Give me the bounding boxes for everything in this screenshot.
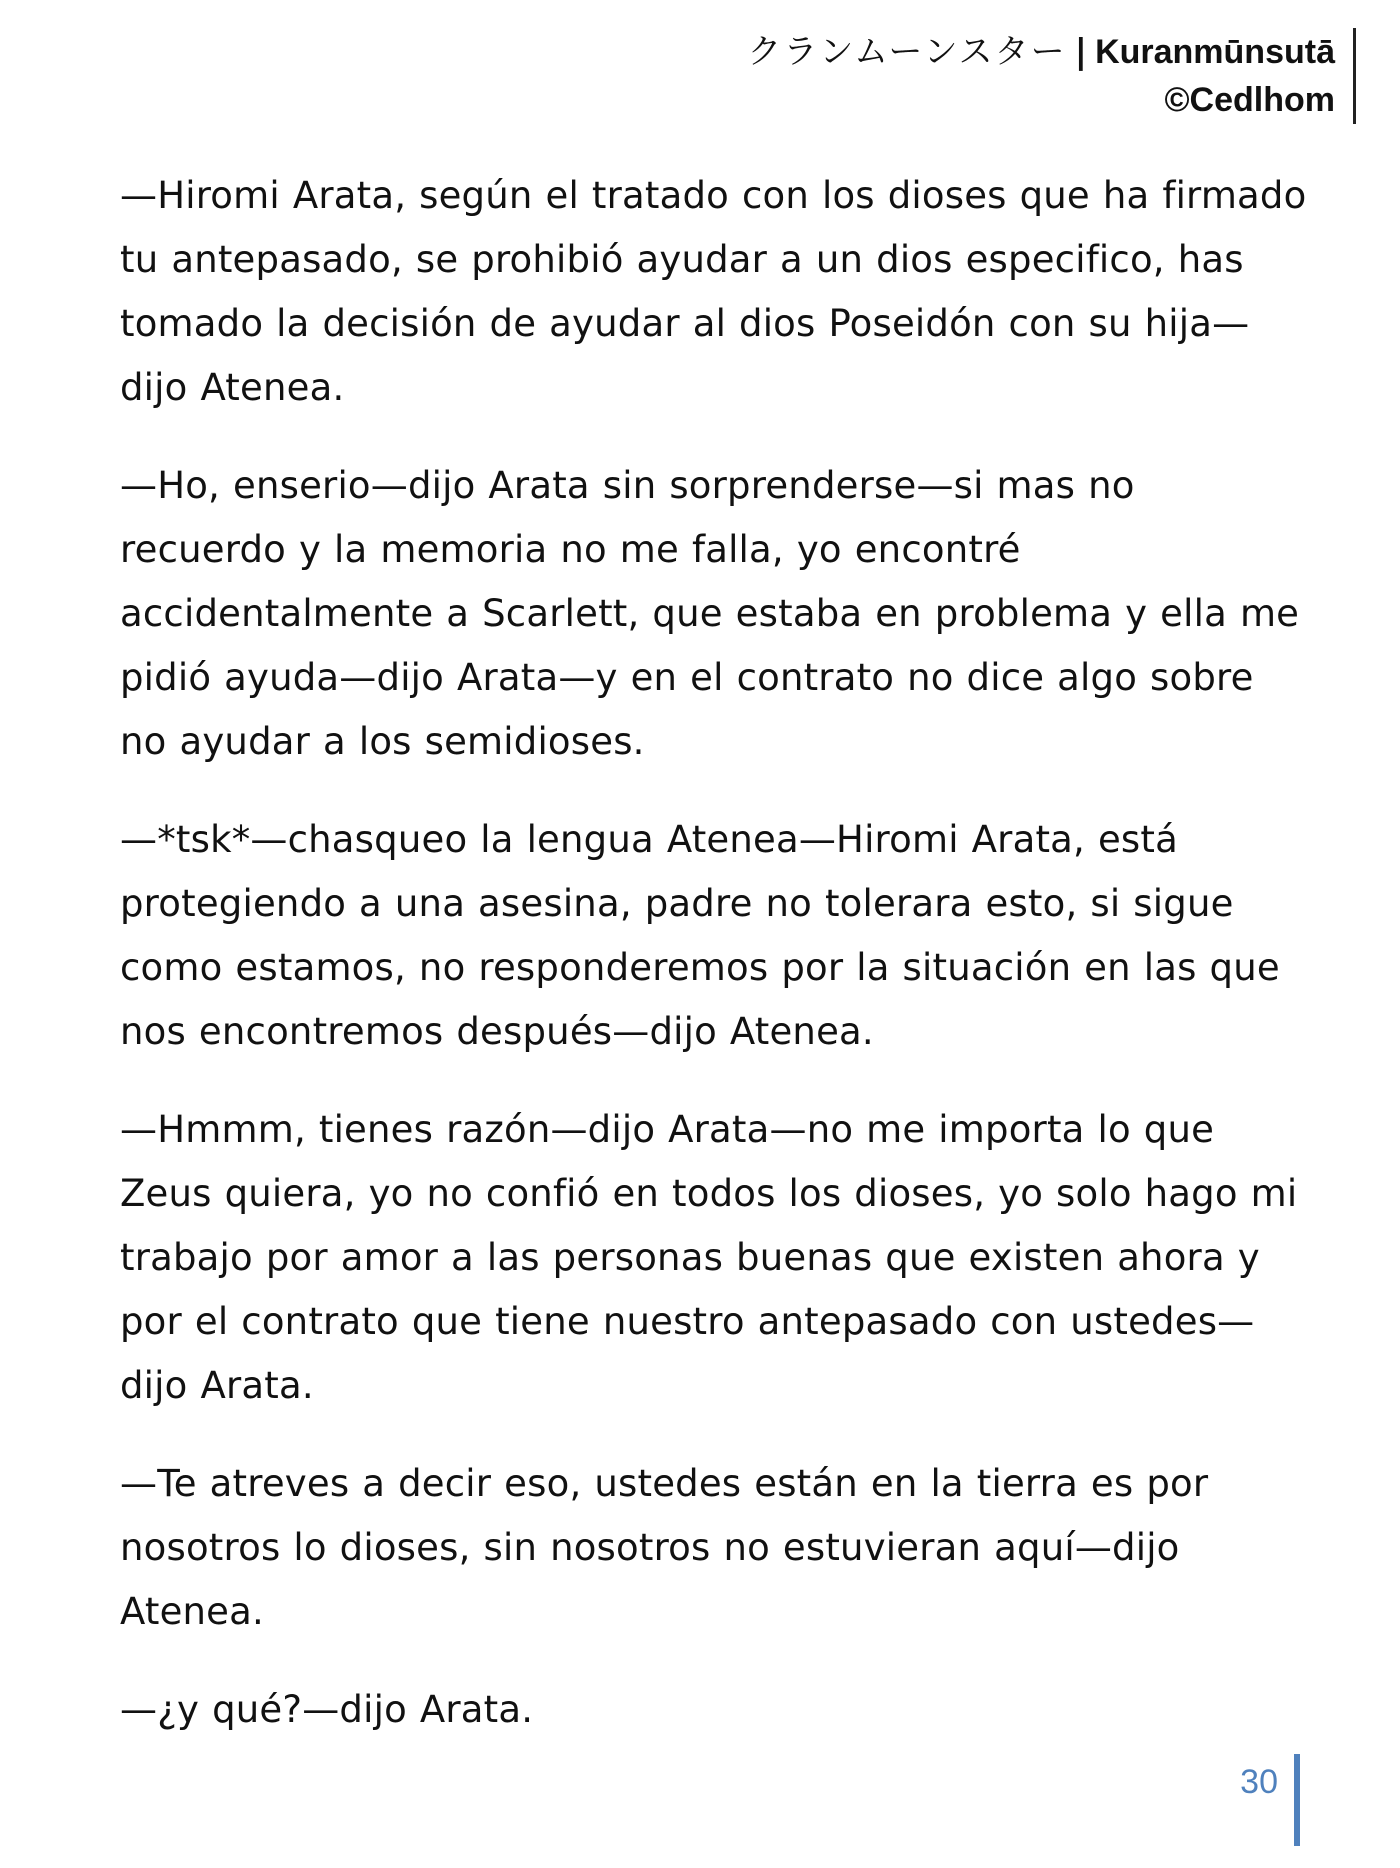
page-header: [716, 28, 1356, 124]
header-japanese-title: クランムーンスター: [747, 32, 1067, 72]
paragraph-5: —Te atreves a decir eso, ustedes están en la tierra es por nosotros lo dioses, sin nosotros no estuvieran aquí—dijo Atenea.: [120, 1462, 1209, 1633]
header-separator: |: [1074, 32, 1088, 72]
page-body: [120, 164, 1310, 1776]
header-copyright-line: [716, 76, 1335, 124]
header-title-line: [716, 28, 1335, 76]
paragraph-1: —Hiromi Arata, según el tratado con los dioses que ha firmado tu antepasado, se prohibió ayudar a un dios especifico, has tomado la decisión de ayudar al dios Poseidón con su hija—dijo Atenea.: [120, 174, 1307, 409]
paragraph-3: —*tsk*—chasqueo la lengua Atenea—Hiromi Arata, está protegiendo a una asesina, padre no tolerara esto, si sigue como estamos, no responderemos por la situación en las que nos encontremos después—dijo Atenea.: [120, 818, 1280, 1053]
paragraph-6: —¿y qué?—dijo Arata.: [120, 1688, 534, 1731]
page-number-box: [1240, 1754, 1300, 1846]
page-number: 30: [1240, 1763, 1278, 1801]
header-romaji-title: Kuranmūnsutā: [1095, 33, 1335, 71]
header-copyright: ©Cedlhom: [1164, 81, 1335, 119]
paragraph-2: —Ho, enserio—dijo Arata sin sorprenderse—si mas no recuerdo y la memoria no me falla, yo encontré accidentalmente a Scarlett, que estaba en problema y ella me pidió ayuda—dijo Arata—y en el contrato no dice algo sobre no ayudar a los semidioses.: [120, 464, 1300, 763]
paragraph-4: —Hmmm, tienes razón—dijo Arata—no me importa lo que Zeus quiera, yo no confió en todos los dioses, yo solo hago mi trabajo por amor a las personas buenas que existen ahora y por el contrato que tiene nuestro antepasado con ustedes—dijo Arata.: [120, 1108, 1298, 1407]
